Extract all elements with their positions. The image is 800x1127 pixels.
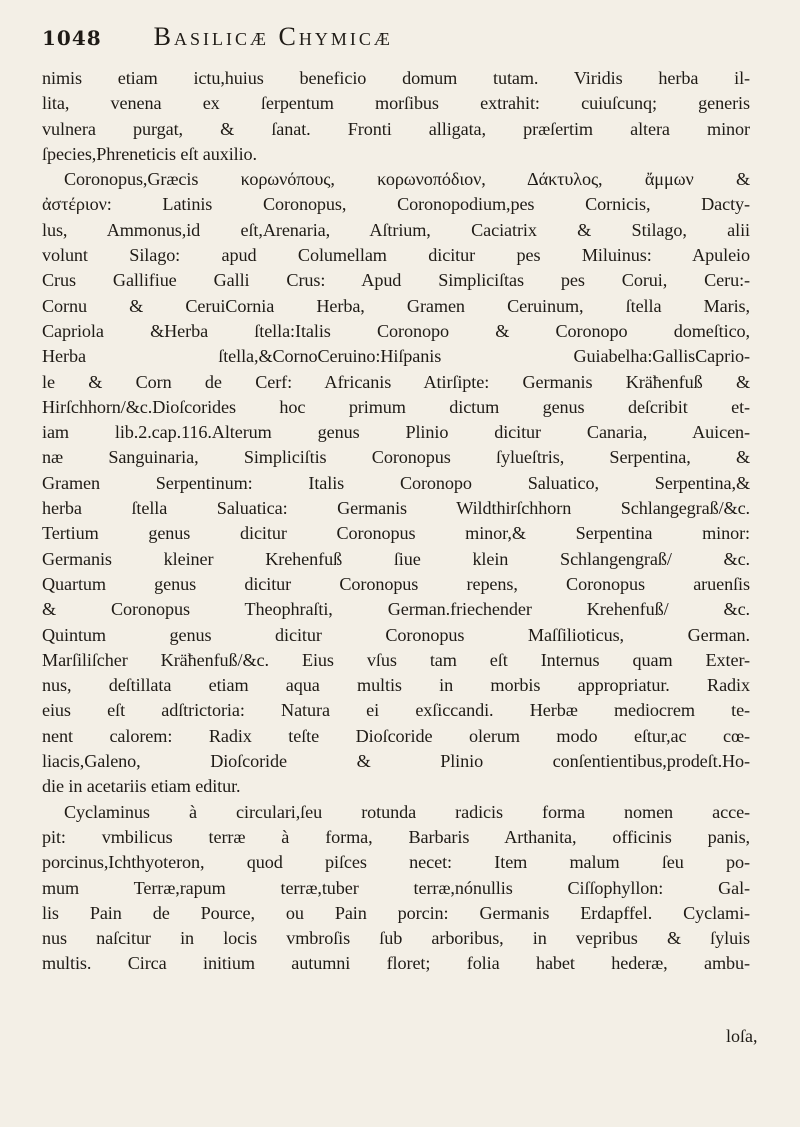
text-line: pit: vmbilicus terræ à forma, Barbaris Arthanita, officinis panis, [42, 826, 750, 847]
text-line: ſpecies,Phreneticis eſt auxilio. [42, 143, 257, 164]
text-line: Cornu & CeruiCornia Herba, Gramen Ceruinum, ſtella Maris, [42, 295, 750, 316]
catchword: loſa, [726, 1026, 758, 1046]
text-line: eius eſt adſtrictoria: Natura ei exſiccandi. Herbæ mediocrem te- [42, 700, 750, 721]
text-line: ἀστέριον: Latinis Coronopus, Coronopodium,pes Cornicis, Dacty- [42, 194, 750, 215]
text-line: mum Terræ,rapum terræ,tuber terræ,nónullis Ciſſophyllon: Gal- [42, 877, 750, 898]
text-line: Herba ſtella,&CornoCeruino:Hiſpanis Guiabelha:GallisCaprio- [42, 346, 750, 367]
text-line: Crus Gallifiue Galli Crus: Apud Simpliciſtas pes Corui, Ceru:- [42, 270, 750, 291]
text-line: lita, venena ex ſerpentum morſibus extrahit: cuiuſcunq; generis [42, 93, 750, 114]
page-header [42, 22, 742, 62]
text-line: nus naſcitur in locis vmbroſis ſub arboribus, in vepribus & ſyluis [42, 928, 750, 949]
text-line: liacis,Galeno, Dioſcoride & Plinio conſentientibus,prodeſt.Ho- [42, 751, 750, 772]
text-line: Quartum genus dicitur Coronopus repens, Coronopus aruenſis [42, 573, 750, 594]
text-line: & Coronopus Theophraſti, German.friechender Krehenfuß/ &c. [42, 599, 750, 620]
text-line: Germanis kleiner Krehenfuß ſiue klein Schlangengraß/ &c. [42, 548, 750, 569]
text-line: Gramen Serpentinum: Italis Coronopo Saluatico, Serpentina,& [42, 472, 750, 493]
page-number: 1048 [42, 26, 102, 50]
text-line: nus, deſtillata etiam aqua multis in morbis appropriatur. Radix [42, 675, 750, 696]
text-line: lis Pain de Pource, ou Pain porcin: Germanis Erdapffel. Cyclami- [42, 902, 750, 923]
body-text [42, 66, 750, 977]
text-line: næ Sanguinaria, Simpliciſtis Coronopus ſylueſtris, Serpentina, & [42, 447, 750, 468]
text-line: Hirſchhorn/&c.Dioſcorides hoc primum dictum genus deſcribit et- [42, 396, 750, 417]
text-line: Tertium genus dicitur Coronopus minor,& Serpentina minor: [42, 523, 750, 544]
text-line: porcinus,Ichthyoteron, quod piſces necet: Item malum ſeu po- [42, 852, 750, 873]
text-line: Coronopus,Græcis κορωνόπους, κορωνοπόδιον, Δάκτυλος, ἄμμων & [64, 169, 750, 190]
text-line: vulnera purgat, & ſanat. Fronti alligata, præſertim altera minor [42, 118, 750, 139]
text-line: Capriola &Herba ſtella:Italis Coronopo & Coronopo domeſtico, [42, 320, 750, 341]
text-line: Marſiliſcher Kräħenfuß/&c. Eius vſus tam eſt Internus quam Exter- [42, 649, 750, 670]
text-line: Cyclaminus à circulari,ſeu rotunda radicis forma nomen acce- [64, 801, 750, 822]
text-line: die in acetariis etiam editur. [42, 776, 241, 797]
text-line: volunt Silago: apud Columellam dicitur pes Miluinus: Apuleio [42, 245, 750, 266]
text-line: le & Corn de Cerf: Africanis Atirſipte: Germanis Kräħenfuß & [42, 371, 750, 392]
running-title: Basilicæ Chymicæ [153, 22, 393, 51]
text-line: nimis etiam ictu,huius beneficio domum tutam. Viridis herba il- [42, 68, 750, 88]
text-line: iam lib.2.cap.116.Alterum genus Plinio dicitur Canaria, Auicen- [42, 422, 750, 443]
text-line: lus, Ammonus,id eſt,Arenaria, Aſtrium, Caciatrix & Stilago, alii [42, 219, 750, 240]
text-line: multis. Circa initium autumni floret; folia habet hederæ, ambu- [42, 953, 750, 974]
text-line: nent calorem: Radix teſte Dioſcoride olerum modo eſtur,ac cœ- [42, 725, 750, 746]
text-line: herba ſtella Saluatica: Germanis Wildthirſchhorn Schlangegraß/&c. [42, 498, 750, 519]
text-line: Quintum genus dicitur Coronopus Maſſilioticus, German. [42, 624, 750, 645]
